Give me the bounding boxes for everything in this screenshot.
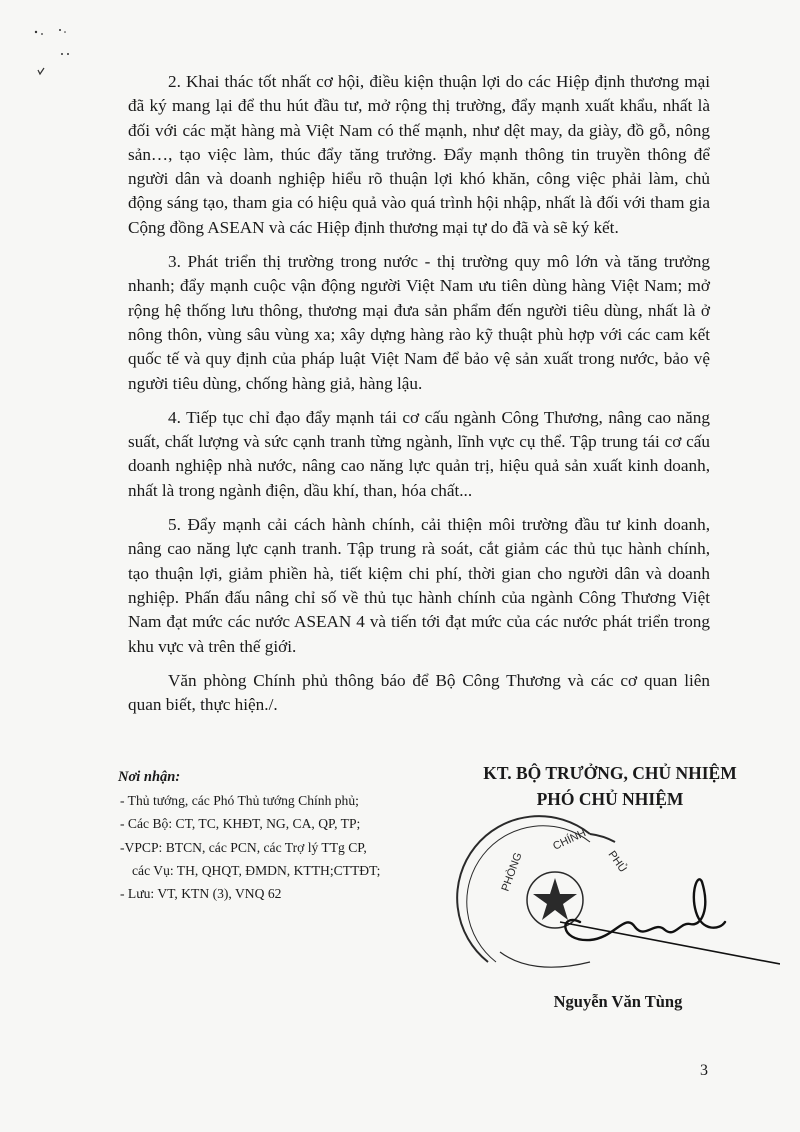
recipient-item: - Các Bộ: CT, TC, KHĐT, NG, CA, QP, TP; bbox=[120, 816, 361, 832]
paragraph-2: 2. Khai thác tốt nhất cơ hội, điều kiện thuận lợi do các Hiệp định thương mại đã ký mang lại để thu hút đầu tư, mở rộng thị trường, đẩy mạnh xuất khẩu, nhất là đối với các mặt hàng mà Việt Nam có thế mạnh, như dệt may, da giày, đồ gỗ, nông sản…, tạo việc làm, thúc đẩy tăng trưởng. Đẩy mạnh thông tin truyền thông để người dân và doanh nghiệp hiểu rõ thuận lợi khó khăn, công việc phải làm, chủ động sáng tạo, tham gia có hiệu quả vào quá trình hội nhập, nhất là đối với tham gia Cộng đồng ASEAN và các Hiệp định thương mại tự do đã và sẽ ký kết. bbox=[128, 72, 710, 237]
paragraph-4: 4. Tiếp tục chỉ đạo đẩy mạnh tái cơ cấu ngành Công Thương, nâng cao năng suất, chất lượng và sức cạnh tranh từng ngành, lĩnh vực cụ thể. Tập trung tái cơ cấu doanh nghiệp nhà nước, nâng cao năng lực quản trị, hiệu quả sản xuất kinh doanh, nhất là trong ngành điện, dầu khí, than, hóa chất... bbox=[128, 407, 710, 500]
document-body bbox=[128, 70, 710, 717]
signature-title-line2: PHÓ CHỦ NHIỆM bbox=[536, 789, 684, 809]
recipient-item: - Thủ tướng, các Phó Thủ tướng Chính phủ; bbox=[120, 793, 359, 809]
recipient-item: - Lưu: VT, KTN (3), VNQ 62 bbox=[120, 886, 282, 902]
signature-block bbox=[440, 760, 780, 1012]
recipient-item: các Vụ: TH, QHQT, ĐMDN, KTTH;CTTĐT; bbox=[132, 862, 381, 878]
recipients-block bbox=[118, 766, 458, 905]
page-number: 3 bbox=[700, 1062, 708, 1079]
recipient-item: -VPCP: BTCN, các PCN, các Trợ lý TTg CP, bbox=[120, 839, 367, 855]
seal-text-left: PHÒNG bbox=[499, 851, 525, 894]
seal-text-right: PHỦ bbox=[605, 848, 629, 875]
seal-text-top: CHÍNH bbox=[551, 827, 588, 853]
paragraph-3: 3. Phát triển thị trường trong nước - thị trường quy mô lớn và tăng trưởng nhanh; đẩy mạnh cuộc vận động người Việt Nam ưu tiên dùng hàng Việt Nam; mở rộng hệ thống lưu thông, thương mại đưa sản phẩm đến người tiêu dùng, nhất là ở nông thôn, vùng sâu vùng xa; xây dựng hàng rào kỹ thuật phù hợp với các cam kết quốc tế và quy định của pháp luật Việt Nam để bảo vệ sản xuất trong nước, bảo vệ người tiêu dùng, chống hàng giả, hàng lậu. bbox=[128, 252, 710, 393]
seal-and-signature bbox=[440, 812, 780, 992]
signer-name: Nguyễn Văn Tùng bbox=[553, 992, 683, 1011]
recipients-heading: Nơi nhận: bbox=[118, 769, 181, 785]
signature-title-line1: KT. BỘ TRƯỞNG, CHỦ NHIỆM bbox=[483, 763, 737, 783]
handwritten-signature bbox=[565, 879, 725, 940]
scan-speckle-marks bbox=[20, 20, 80, 80]
signature-underline bbox=[560, 922, 780, 964]
official-seal-icon bbox=[440, 812, 780, 992]
paragraph-5: 5. Đẩy mạnh cải cách hành chính, cải thiện môi trường đầu tư kinh doanh, nâng cao năng lực cạnh tranh. Tập trung rà soát, cắt giảm các thủ tục hành chính, tạo thuận lợi, giảm phiền hà, tiết kiệm chi phí, thời gian cho người dân và doanh nghiệp. Phấn đấu nâng chỉ số về thủ tục hành chính của ngành Công Thương Việt Nam đạt mức các nước ASEAN 4 và tiến tới đạt mức của các nước phát triển trong khu vực và trên thế giới. bbox=[128, 515, 710, 656]
closing-paragraph: Văn phòng Chính phủ thông báo để Bộ Công Thương và các cơ quan liên quan biết, thực hiện./. bbox=[128, 670, 710, 715]
